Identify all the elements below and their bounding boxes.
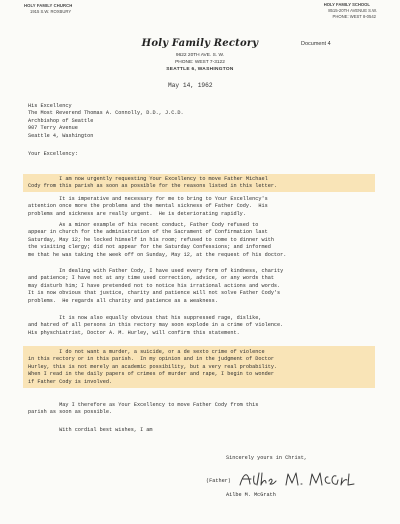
recipient-block [28, 103, 184, 140]
body-paragraph: It is imperative and necessary for me to bring to Your Excellency's attention once more the problems and the mental sickness of Father Cody. His problems and sickness are really urgent. He is deteriorating rapidly. [28, 196, 268, 217]
letterhead-church-name: HOLY FAMILY CHURCH [24, 3, 73, 8]
body-paragraph: As a minor example of his recent conduct, Father Cody refused to appear in church for the administration of the Sacrament of Confirmation last Saturday, May 12; he locked himself in his room; refused to come to dinner with the visiting clergy; did not appear for the Saturday Confessions; and informed me that he was taking the week off on Sunday, May 12, at the request of his doctor. [28, 222, 287, 258]
recipient-line: 907 Terry Avenue [28, 125, 78, 132]
letterhead-phone: PHONE: WEST 7-3122 [175, 60, 225, 65]
letterhead-address: 9622 20TH AVE. S. W. [175, 53, 225, 58]
letterhead-school-phone: PHONE: WEST 8-0542 [332, 14, 376, 19]
recipient-line: His Excellency [28, 103, 72, 109]
salutation: Your Excellency: [28, 151, 78, 157]
body-paragraph: May I therefore as Your Excellency to move Father Cody from this parish as soon as possible. [28, 402, 259, 416]
signer-name: Ailbe M. McGrath [226, 492, 276, 498]
letterhead-school-name: HOLY FAMILY SCHOOL [323, 2, 370, 7]
closing: Sincerely yours in Christ, [226, 455, 307, 461]
body-paragraph: In dealing with Father Cody, I have used every form of kindness, charity and patience; I have not at any time used correction, advice, or any words that may disturb him; I have pretended not to notice his irrational actions and words. It is now obvious that justice, charity and patience will not solve Father Cody's problems. He regards all charity and patience as a weakness. [28, 268, 284, 304]
body-paragraph: With cordial best wishes, I am [28, 427, 153, 433]
letter-date: May 14, 1962 [168, 82, 213, 89]
letterhead-school-address: 8515-20TH AVENUE S.W. [328, 8, 377, 13]
recipient-line: Archbishop of Seattle [28, 117, 94, 124]
recipient-line: Seattle 4, Washington [28, 132, 94, 139]
body-paragraph: I do not want a murder, a suicide, or a de sexto crime of violence in this rectory or in this parish. In my opinion and in the judgment of Doctor Hurley, this is not merely an academic possibility, but a very real probability. When I read in the daily papers of crimes of murder and rape, I begin to wonder if Father Cody is involved. [28, 349, 278, 385]
letterhead-title: Holy Family Rectory [141, 38, 259, 49]
document-number: Document 4 [301, 41, 331, 47]
body-paragraph: I am now urgently requesting Your Excellency to move Father Michael Cody from this parish as soon as possible for the reasons listed in this letter. [28, 176, 278, 190]
handwritten-signature [236, 468, 356, 490]
recipient-line: The Most Reverend Thomas A. Connolly, D.D., J.C.D. [28, 110, 184, 117]
letterhead-church-address: 1915 S.W. ROXBURY [30, 9, 72, 14]
letterhead-city: SEATTLE 6, WASHINGTON [166, 67, 234, 72]
body-paragraph: It is now also equally obvious that his suppressed rage, dislike, and hatred of all persons in this rectory may soon explode in a crime of violence. His physchiatrist, Doctor A. M. Hurley, will confirm this statement. [28, 315, 284, 336]
father-label: (Father) [206, 478, 231, 484]
